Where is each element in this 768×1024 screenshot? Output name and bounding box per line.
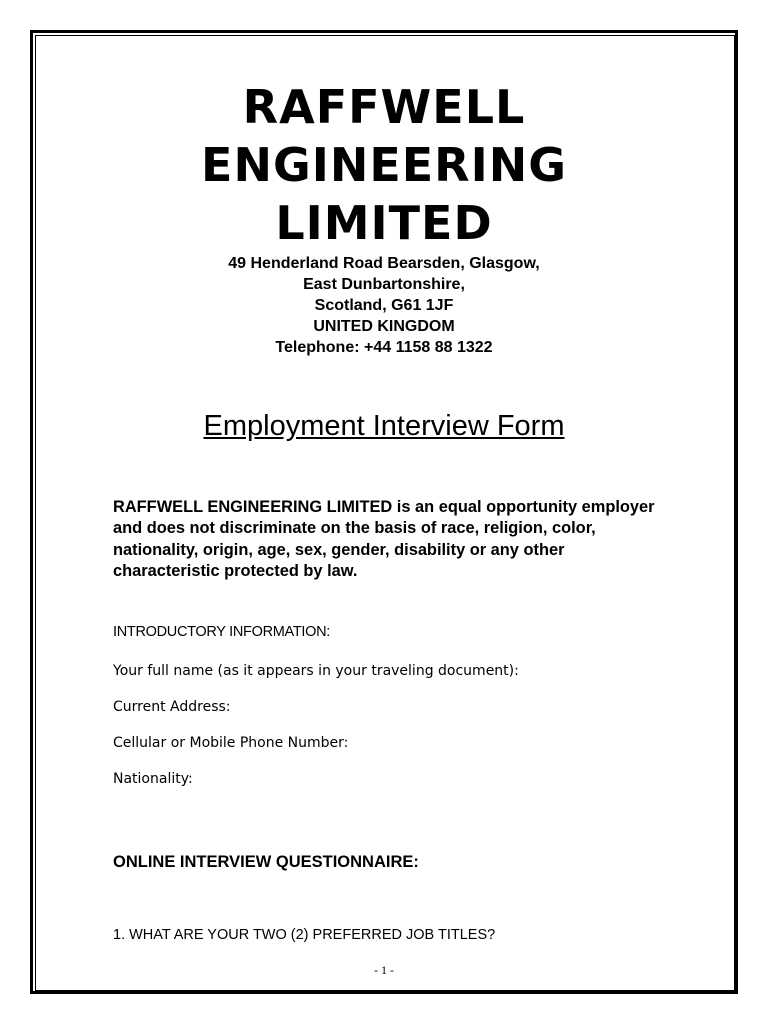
company-name-line: ENGINEERING (201, 138, 567, 192)
question-item: 1. WHAT ARE YOUR TWO (2) PREFERRED JOB TITLES? (113, 927, 496, 943)
introductory-heading (113, 623, 330, 641)
address-line: UNITED KINGDOM (313, 318, 455, 335)
telephone-line: Telephone: +44 1158 88 1322 (275, 339, 493, 356)
address-line: Scotland, G61 1JF (314, 297, 454, 314)
phone-number-field-label: Cellular or Mobile Phone Number: (113, 735, 349, 751)
company-name-line: RAFFWELL (242, 80, 526, 134)
introductory-heading-colon: : (326, 624, 330, 640)
company-name (0, 78, 768, 252)
equal-opportunity-statement (113, 497, 673, 582)
current-address-field-label: Current Address: (113, 699, 231, 715)
introductory-heading-text: INTRODUCTORY INFORMATION (113, 624, 327, 640)
statement-company-name: RAFFWELL ENGINEERING LIMITED (113, 498, 393, 516)
address-line: 49 Henderland Road Bearsden, Glasgow, (228, 255, 540, 272)
nationality-field-label: Nationality: (113, 771, 193, 787)
page-number: - 1 - (374, 963, 394, 977)
company-address (0, 253, 768, 358)
company-name-line: LIMITED (275, 196, 493, 250)
form-title: Employment Interview Form (203, 410, 565, 442)
address-line: East Dunbartonshire, (303, 276, 465, 293)
statement-text: is an equal opportunity employer and does not discriminate on the basis of race, religion, color, nationality, origin, age, sex, gender, disability or any other characteristic protected by law. (113, 498, 655, 580)
full-name-field-label: Your full name (as it appears in your traveling document): (113, 663, 519, 679)
questionnaire-heading: ONLINE INTERVIEW QUESTIONNAIRE: (113, 853, 419, 871)
